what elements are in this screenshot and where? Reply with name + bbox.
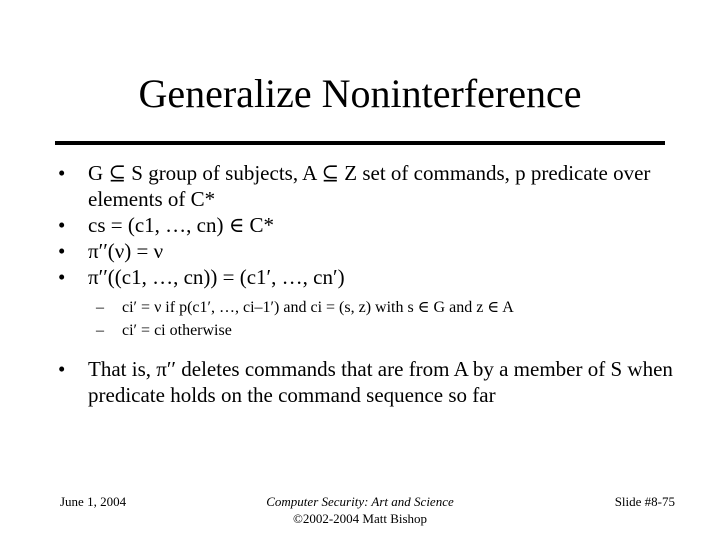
footer-slide-number: Slide #8-75 — [614, 494, 675, 509]
bullet-1 — [58, 160, 678, 212]
bullet-3 — [58, 238, 678, 264]
bullet-4 — [58, 264, 678, 290]
bullet-icon: • — [58, 213, 66, 237]
bullet-icon: • — [58, 265, 66, 289]
slide-title: Generalize Noninterference — [138, 71, 582, 116]
bullet-5-text: That is, π′′ deletes commands that are from A by a member of S when predicate holds on the command sequence so far — [88, 357, 673, 407]
title-divider — [55, 141, 665, 145]
sub-bullet-2-text: ci′ = ci otherwise — [122, 322, 232, 339]
bullet-4-text: π′′((c1, …, cn)) = (c1′, …, cn′) — [88, 265, 345, 289]
footer-copyright: ©2002-2004 Matt Bishop — [292, 511, 428, 526]
bullet-icon: • — [58, 161, 66, 185]
bullet-2 — [58, 212, 678, 238]
footer-course — [0, 493, 720, 527]
dash-icon: – — [96, 322, 104, 339]
bullet-1-text: G ⊆ S group of subjects, A ⊆ Z set of commands, p predicate over elements of C* — [88, 161, 651, 211]
bullet-2-text: cs = (c1, …, cn) ∈ C* — [88, 213, 275, 237]
bullet-icon: • — [58, 239, 66, 263]
bullet-5 — [58, 356, 678, 408]
bullet-list — [58, 160, 678, 408]
sub-bullet-1 — [58, 296, 678, 319]
sub-bullet-1-text: ci′ = ν if p(c1′, …, ci–1′) and ci = (s, z) with s ∈ G and z ∈ A — [122, 299, 514, 316]
sub-bullet-2 — [58, 319, 678, 342]
footer-course-title: Computer Security: Art and Science — [266, 494, 454, 509]
bullet-3-text: π′′(ν) = ν — [88, 239, 164, 263]
dash-icon: – — [96, 299, 104, 316]
footer-date: June 1, 2004 — [60, 494, 127, 509]
bullet-icon: • — [58, 357, 66, 381]
